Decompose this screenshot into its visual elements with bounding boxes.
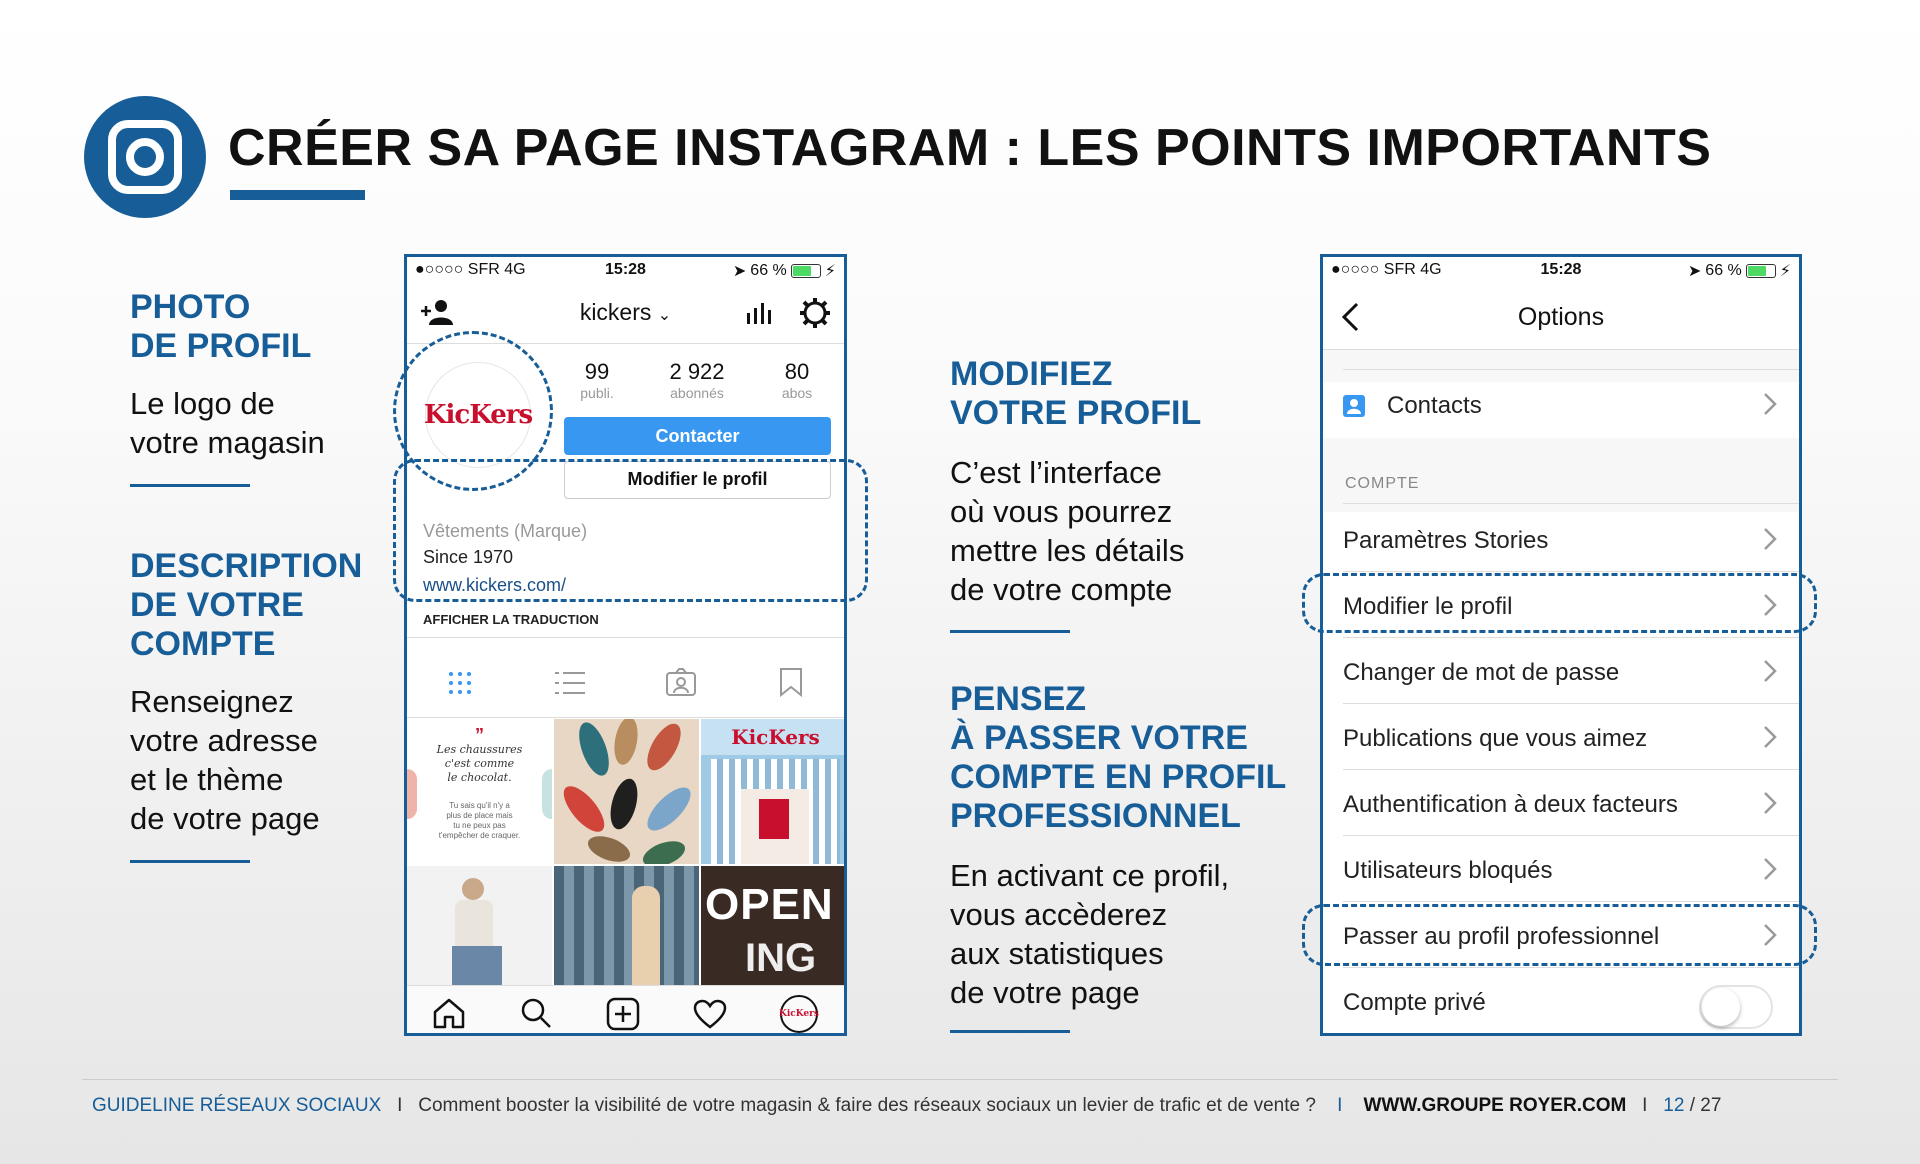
chevron-right-icon (1763, 527, 1777, 551)
carrier-label: ●○○○○ SFR 4G (1331, 261, 1442, 278)
description-section (130, 547, 362, 838)
post-small-line: t'empêcher de craquer. (438, 831, 521, 840)
options-item-label: Authentification à deux facteurs (1343, 791, 1678, 818)
options-item-liked-posts[interactable] (1343, 707, 1799, 771)
chevron-right-icon (1763, 659, 1777, 683)
photo-profile-heading-2: DE PROFIL (130, 327, 312, 365)
page-title: CRÉER SA PAGE INSTAGRAM : LES POINTS IMPORTANTS (228, 119, 1712, 177)
insights-icon[interactable] (745, 301, 771, 325)
pro-body-3: aux statistiques (950, 936, 1164, 971)
options-item-label: Changer de mot de passe (1343, 659, 1620, 686)
stat-following-value: 80 (784, 359, 810, 384)
highlight-description (393, 459, 868, 602)
description-body-4: de votre page (130, 801, 320, 836)
post-quote-line: Les chaussures (436, 743, 523, 756)
post-small-line: tu ne peux pas (453, 821, 506, 830)
profile-category: Vêtements (Marque) (423, 521, 588, 541)
modify-profile-section (950, 355, 1201, 609)
stat-posts-label: publi. (580, 385, 614, 401)
footer-separator: I (397, 1095, 403, 1116)
translate-link[interactable]: AFFICHER LA TRADUCTION (423, 612, 599, 627)
photo-profile-section (130, 288, 325, 462)
options-item-stories[interactable] (1343, 509, 1799, 573)
divider (1343, 369, 1799, 370)
description-heading-2: DE VOTRE (130, 586, 304, 624)
chevron-right-icon (1763, 791, 1777, 815)
post-thumbnail[interactable]: ” Les chaussures c'est comme le chocolat. Tu sais qu'il n'y a plus de place mais tu ne peux pas t'empêcher de craquer. (407, 719, 552, 864)
open-sign-2: ING (745, 936, 817, 980)
post-small-line: plus de place mais (446, 811, 513, 820)
options-item-label: Passer au profil professionnel (1343, 923, 1660, 950)
modify-heading-2: VOTRE PROFIL (950, 394, 1202, 432)
list-view-icon[interactable] (555, 670, 585, 696)
stat-following-label: abos (781, 385, 813, 401)
stat-posts[interactable] (557, 359, 637, 401)
footer-separator: I (1642, 1095, 1648, 1116)
saved-bookmark-icon[interactable] (779, 667, 803, 697)
divider (407, 717, 844, 718)
post-thumbnail[interactable] (701, 719, 847, 864)
post-thumbnail[interactable] (701, 866, 847, 986)
tagged-photos-icon[interactable] (665, 667, 697, 697)
post-quote-line: c'est comme (444, 757, 515, 770)
photo-profile-body-2: votre magasin (130, 425, 325, 460)
store-sign: KicKers (731, 725, 820, 749)
section-divider (130, 860, 250, 863)
edit-profile-button[interactable]: Modifier le profil (564, 461, 831, 499)
carrier-label: ●○○○○ SFR 4G (415, 261, 526, 278)
post-small-line: Tu sais qu'il n'y a (449, 801, 510, 810)
open-sign: OPEN (705, 880, 834, 929)
username: kickers (579, 299, 652, 325)
post-thumbnail[interactable] (407, 866, 552, 986)
description-body-3: et le thème (130, 762, 284, 797)
toggle-knob (1702, 988, 1740, 1026)
post-thumbnail[interactable] (554, 866, 699, 986)
shoes-photo (554, 719, 699, 864)
location-arrow-icon: ➤ (1687, 263, 1702, 280)
divider (407, 637, 844, 638)
options-item-two-factor[interactable] (1343, 773, 1799, 837)
description-body-2: votre adresse (130, 723, 318, 758)
description-heading-3: COMPTE (130, 625, 276, 663)
status-bar (407, 257, 844, 285)
home-icon[interactable] (432, 997, 466, 1029)
divider (1343, 769, 1799, 770)
description-body-1: Renseignez (130, 684, 294, 719)
chevron-right-icon (1763, 392, 1777, 416)
page-number-current: 12 (1663, 1095, 1685, 1116)
photo-profile-heading-1: PHOTO (130, 288, 251, 326)
grid-view-icon[interactable] (447, 670, 473, 696)
pro-body-1: En activant ce profil, (950, 858, 1230, 893)
highlight-edit-profile (1302, 573, 1817, 633)
divider (1343, 967, 1799, 968)
username-dropdown[interactable] (407, 299, 844, 326)
contacts-label: Contacts (1387, 392, 1482, 419)
post-quote-line: le chocolat. (447, 771, 512, 784)
gear-icon[interactable] (799, 297, 831, 329)
description-heading-1: DESCRIPTION (130, 547, 363, 585)
chevron-right-icon (1763, 857, 1777, 881)
clock: 15:28 (605, 261, 646, 278)
pro-body-4: de votre page (950, 975, 1140, 1010)
instagram-icon (107, 119, 183, 195)
search-icon[interactable] (520, 997, 552, 1029)
post-thumbnail[interactable] (554, 719, 699, 864)
battery-icon (1746, 264, 1776, 278)
contact-button[interactable]: Contacter (564, 417, 831, 455)
divider (1343, 703, 1799, 704)
battery-percent: 66 % (1705, 262, 1742, 279)
profile-bio: Since 1970 (423, 547, 514, 567)
avatar-logo: KicKers (779, 1009, 819, 1019)
battery-percent: 66 % (750, 262, 787, 279)
modify-body-4: de votre compte (950, 572, 1173, 607)
profile-website-link[interactable]: www.kickers.com/ (423, 575, 567, 595)
stat-followers-label: abonnés (670, 385, 724, 401)
divider (1343, 571, 1799, 572)
private-account-toggle[interactable] (1699, 985, 1773, 1029)
status-bar (1323, 257, 1799, 285)
footer (92, 1095, 1721, 1117)
modify-body-2: où vous pourrez (950, 494, 1173, 529)
modify-body-1: C’est l’interface (950, 455, 1162, 490)
modify-heading-1: MODIFIEZ (950, 355, 1113, 393)
heart-icon[interactable] (693, 999, 727, 1029)
footer-divider (82, 1079, 1838, 1080)
options-item-label: Modifier le profil (1343, 593, 1513, 620)
footer-guideline: GUIDELINE RÉSEAUX SOCIAUX (92, 1095, 382, 1116)
options-item-label: Utilisateurs bloqués (1343, 857, 1553, 884)
battery-icon (791, 264, 821, 278)
options-item-label: Publications que vous aimez (1343, 725, 1648, 752)
photo-profile-body-1: Le logo de (130, 386, 275, 421)
section-header-compte: COMPTE (1345, 475, 1420, 492)
options-item-change-password[interactable] (1343, 641, 1799, 705)
location-arrow-icon: ➤ (732, 263, 747, 280)
pro-body-2: vous accèderez (950, 897, 1168, 932)
clock: 15:28 (1540, 261, 1582, 278)
footer-website[interactable]: WWW.GROUPE ROYER.COM (1363, 1095, 1627, 1116)
page-number-total: / 27 (1689, 1095, 1722, 1116)
stat-following[interactable] (757, 359, 837, 401)
section-divider (950, 1030, 1070, 1033)
options-item-blocked-users[interactable] (1343, 839, 1799, 903)
pro-heading-2: À PASSER VOTRE (950, 719, 1248, 757)
pro-heading-4: PROFESSIONNEL (950, 797, 1241, 835)
divider (1343, 503, 1799, 504)
pro-profile-section (950, 680, 1286, 1012)
instagram-badge (84, 96, 206, 218)
section-divider (950, 630, 1070, 633)
pro-heading-1: PENSEZ (950, 680, 1087, 718)
stat-followers-value: 2 922 (669, 359, 725, 384)
footer-tagline: Comment booster la visibilité de votre magasin & faire des réseaux sociaux un levier de trafic et de vente ? (418, 1095, 1316, 1116)
new-post-icon[interactable] (606, 997, 640, 1031)
profile-tab-avatar[interactable] (780, 995, 818, 1033)
divider (1343, 637, 1799, 638)
section-divider (130, 484, 250, 487)
title-underline (230, 190, 365, 200)
charging-icon: ⚡ (1779, 263, 1791, 280)
charging-icon: ⚡ (824, 263, 836, 280)
contacts-icon (1343, 395, 1365, 417)
kickers-logo: KicKers (423, 400, 533, 430)
highlight-pro-profile (1302, 904, 1817, 966)
chevron-right-icon (1763, 725, 1777, 749)
options-item-contacts[interactable] (1343, 374, 1799, 438)
options-item-label: Compte privé (1343, 989, 1486, 1016)
divider (1343, 901, 1799, 902)
stat-followers[interactable] (647, 359, 747, 401)
modify-body-3: mettre les détails (950, 533, 1185, 568)
chevron-down-icon: ⌄ (657, 307, 672, 324)
options-title: Options (1517, 303, 1605, 331)
battery-status (733, 261, 836, 281)
stat-posts-value: 99 (584, 359, 610, 384)
footer-separator: I (1337, 1095, 1343, 1116)
pro-heading-3: COMPTE EN PROFIL (950, 758, 1287, 796)
divider (1343, 835, 1799, 836)
battery-status (1688, 261, 1791, 281)
options-item-label: Paramètres Stories (1343, 527, 1549, 554)
